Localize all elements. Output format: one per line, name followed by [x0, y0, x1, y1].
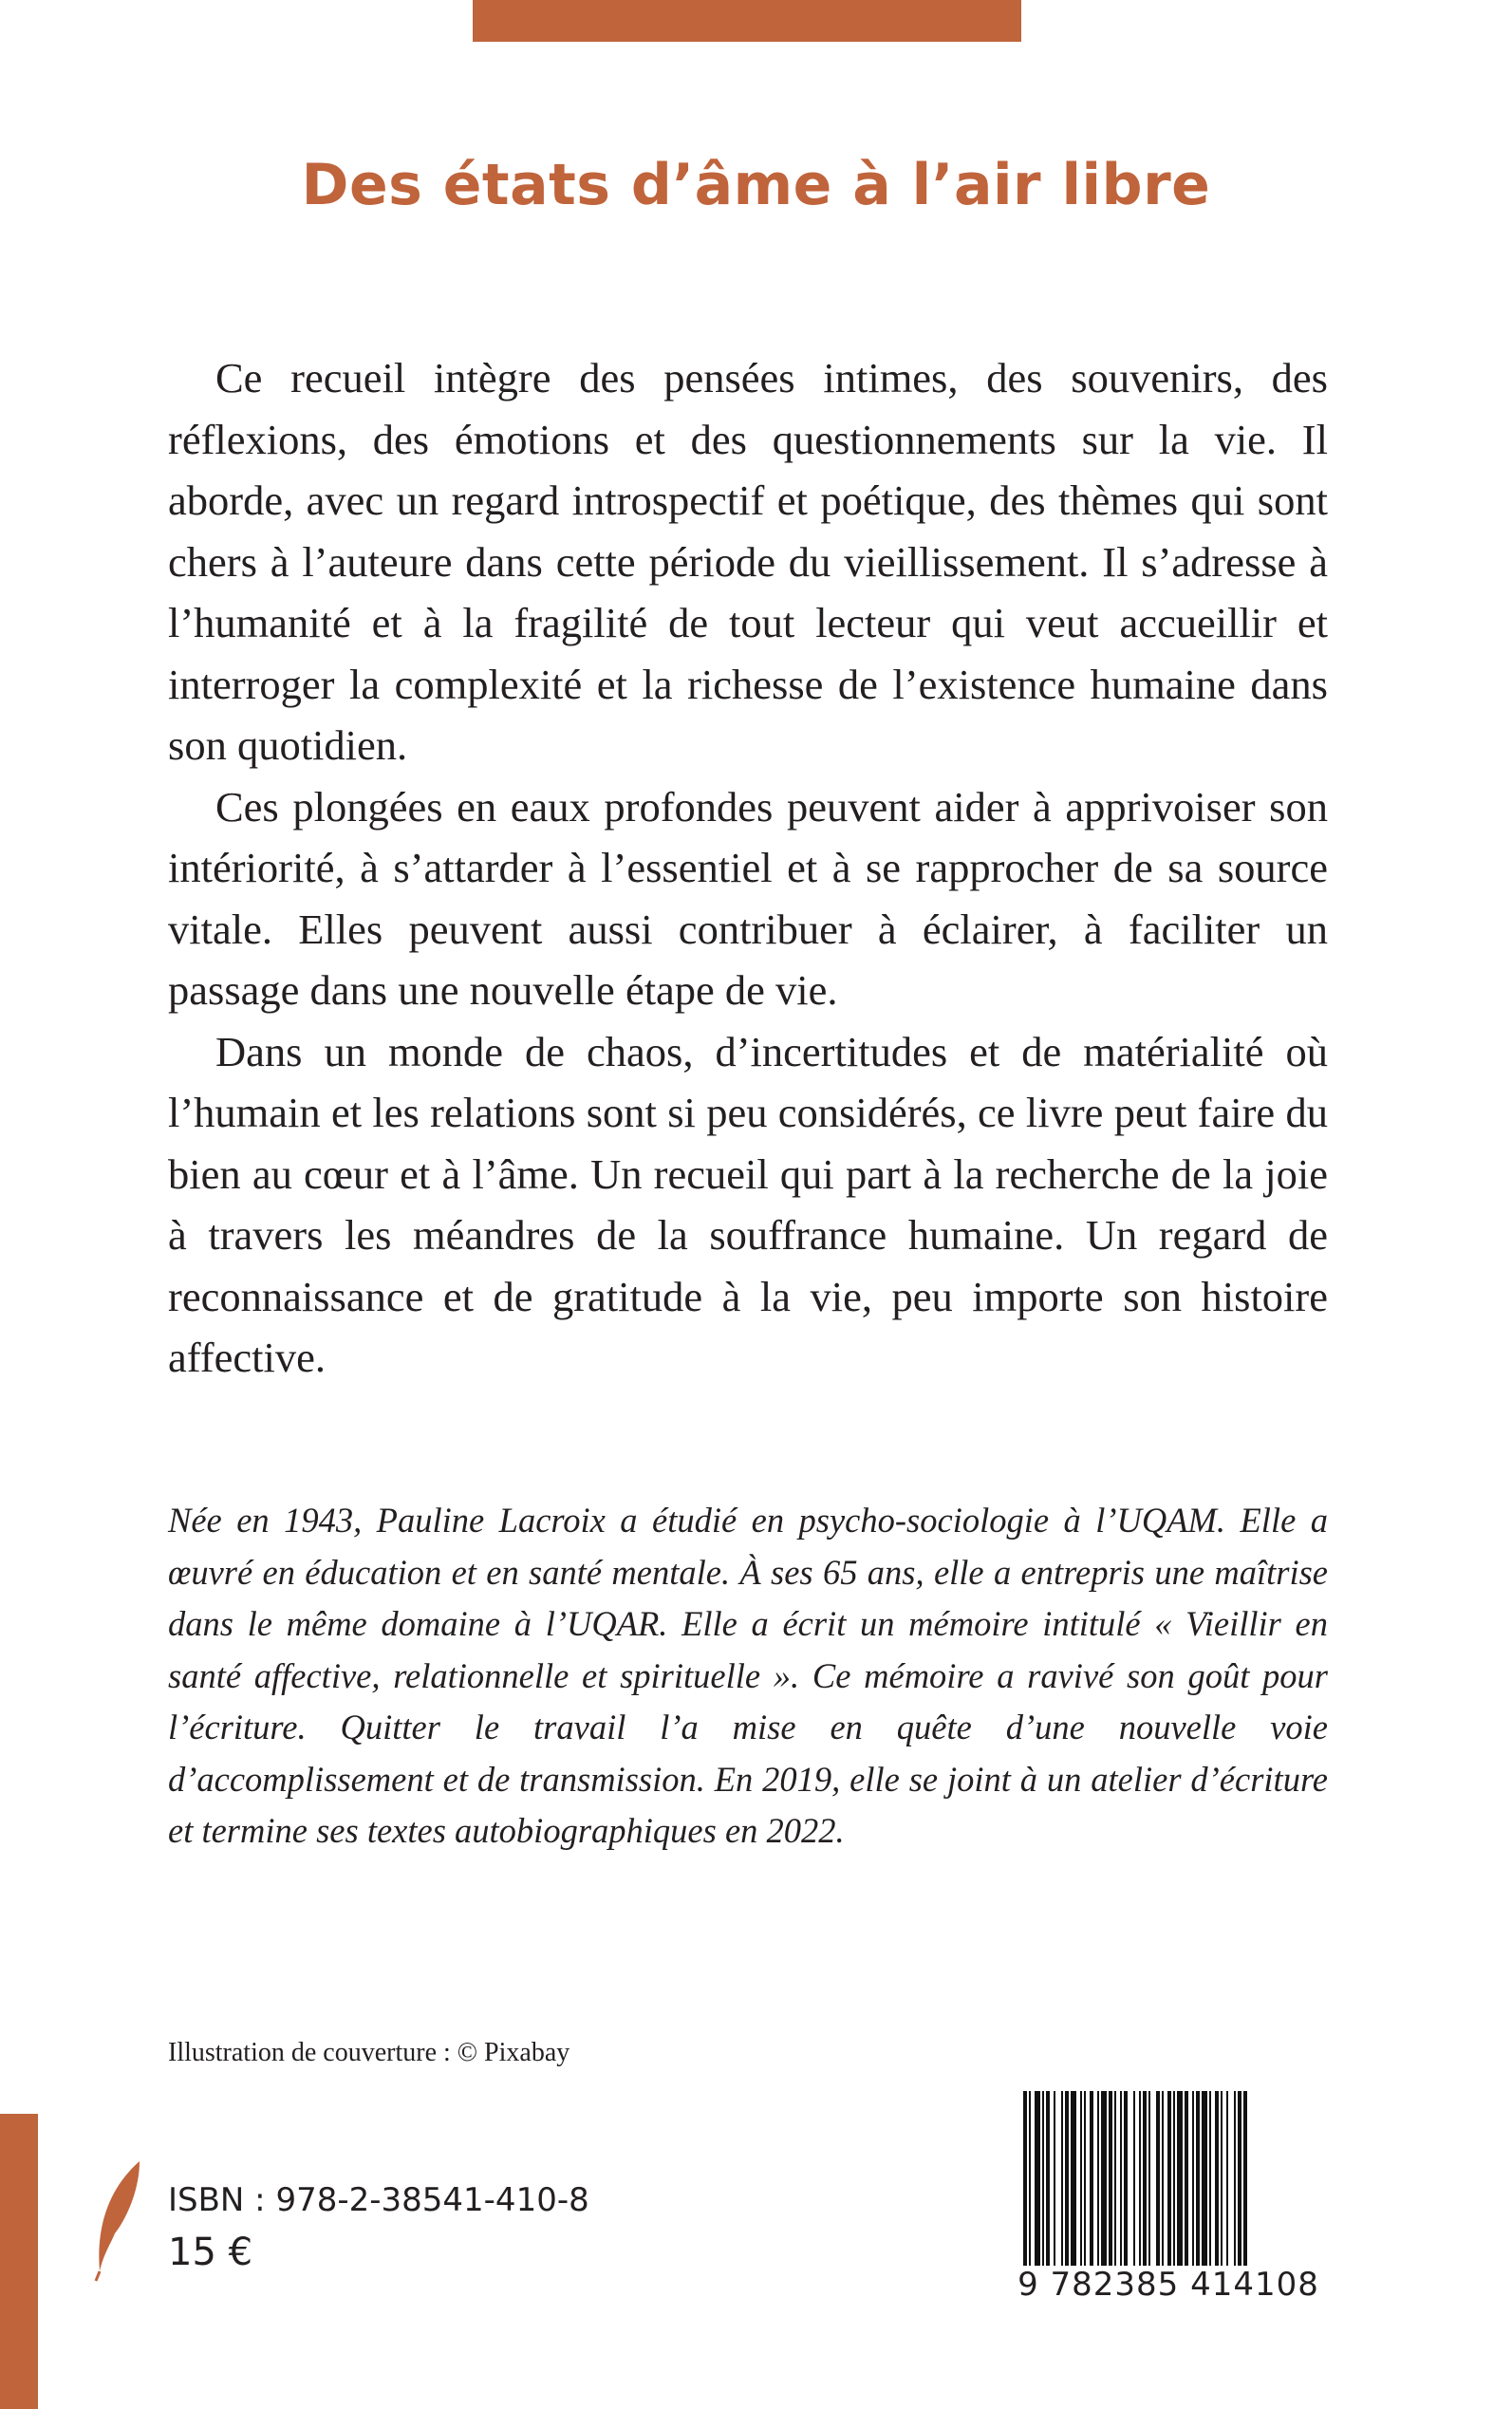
barcode-bar [1023, 2091, 1027, 2281]
barcode-bar [1065, 2091, 1069, 2281]
barcode-bar [1084, 2091, 1086, 2281]
isbn: ISBN : 978-2-38541-410-8 [168, 2181, 589, 2219]
barcode-bar [1035, 2091, 1040, 2281]
barcode-bar [1192, 2091, 1194, 2281]
barcode-bar [1173, 2091, 1175, 2281]
barcode-bar [1042, 2091, 1044, 2281]
summary-paragraph: Ce recueil intègre des pensées intimes, des souvenirs, des réflexions, des émotions et des questionnements sur la vie. Il aborde, avec un regard introspectif et poétique, des thèmes qui sont chers à l’auteure dans cette période du vieillissement. Il s’adresse à l’humanité et à la fragilité de tout lecteur qui veut accueillir et interroger la complexité et la richesse de l’existence humaine dans son quotidien. [168, 354, 1328, 769]
barcode-bar [1071, 2091, 1076, 2281]
book-title: Des états d’âme à l’air libre [301, 152, 1211, 218]
barcode-bar [1124, 2091, 1128, 2281]
barcode-bar [1097, 2091, 1099, 2281]
barcode-number: 9 782385 414108 [1014, 2266, 1323, 2304]
barcode-bar [1080, 2091, 1082, 2281]
author-bio: Née en 1943, Pauline Lacroix a étudié en psycho-sociologie à l’UQAM. Elle a œuvré en éducation et en santé mentale. À ses 65 ans, elle a entrepris une maîtrise dans le même domaine à l’UQAR. Elle a écrit un mémoire intitulé « Vieillir en santé affective, relationnelle et spirituelle ». Ce mémoire a ravivé son goût pour l’écriture. Quitter le travail l’a mise en quête d’une nouvelle voie d’accomplissement et de transmission. En 2019, elle se joint à un atelier d’écriture et termine ses textes autobiographiques en 2022. [168, 1501, 1328, 1850]
barcode-bar [1209, 2091, 1211, 2281]
barcode-bar [1148, 2091, 1150, 2281]
barcode-bar [1046, 2091, 1050, 2281]
barcode-bar [1202, 2091, 1207, 2281]
barcode-bar [1234, 2091, 1236, 2281]
barcode-bar [1243, 2091, 1247, 2281]
barcode-bar [1177, 2091, 1183, 2281]
barcode-bar [1167, 2091, 1171, 2281]
barcode-bar [1221, 2091, 1223, 2281]
cover-credit: Illustration de couverture : © Pixabay [168, 2038, 570, 2067]
summary-paragraph: Ces plongées en eaux profondes peuvent aider à apprivoiser son intériorité, à s’attarder à l’essentiel et à se rapprocher de sa source vitale. Elles peuvent aussi contribuer à éclairer, à faciliter un passage dans une nouvelle étape de vie. [168, 782, 1328, 1014]
barcode-bar [1061, 2091, 1063, 2281]
side-accent-bar [0, 2114, 38, 2409]
barcode-bar [1156, 2091, 1160, 2281]
barcode-bar [1090, 2091, 1093, 2281]
barcode-bar [1143, 2091, 1147, 2281]
barcode-bar [1162, 2091, 1164, 2281]
barcode-bar [1120, 2091, 1122, 2281]
top-accent-bar [473, 0, 1021, 42]
book-summary [168, 347, 1328, 1389]
barcode-bar [1101, 2091, 1107, 2281]
barcode-bar [1139, 2091, 1141, 2281]
summary-paragraph: Dans un monde de chaos, d’incertitudes et de matérialité où l’humain et les relations sont si peu considérés, ce livre peut faire du bien au cœur et à l’âme. Un recueil qui part à la recherche de la joie à travers les méandres de la souffrance humaine. Un regard de reconnaissance et de gratitude à la vie, peu importe son histoire affective. [168, 1027, 1328, 1381]
barcode-bar [1114, 2091, 1116, 2281]
barcode-bar [1226, 2091, 1228, 2281]
barcode-bar [1109, 2091, 1112, 2281]
feather-icon [90, 2159, 147, 2283]
barcode-bar [1133, 2091, 1135, 2281]
barcode-bar [1196, 2091, 1200, 2281]
barcode-bar [1215, 2091, 1219, 2281]
barcode-bar [1054, 2091, 1055, 2281]
barcode-icon [1014, 2091, 1323, 2309]
barcode-bar [1238, 2091, 1241, 2281]
barcode-bar [1029, 2091, 1031, 2281]
barcode-bar [1185, 2091, 1188, 2281]
price: 15 € [168, 2231, 253, 2274]
